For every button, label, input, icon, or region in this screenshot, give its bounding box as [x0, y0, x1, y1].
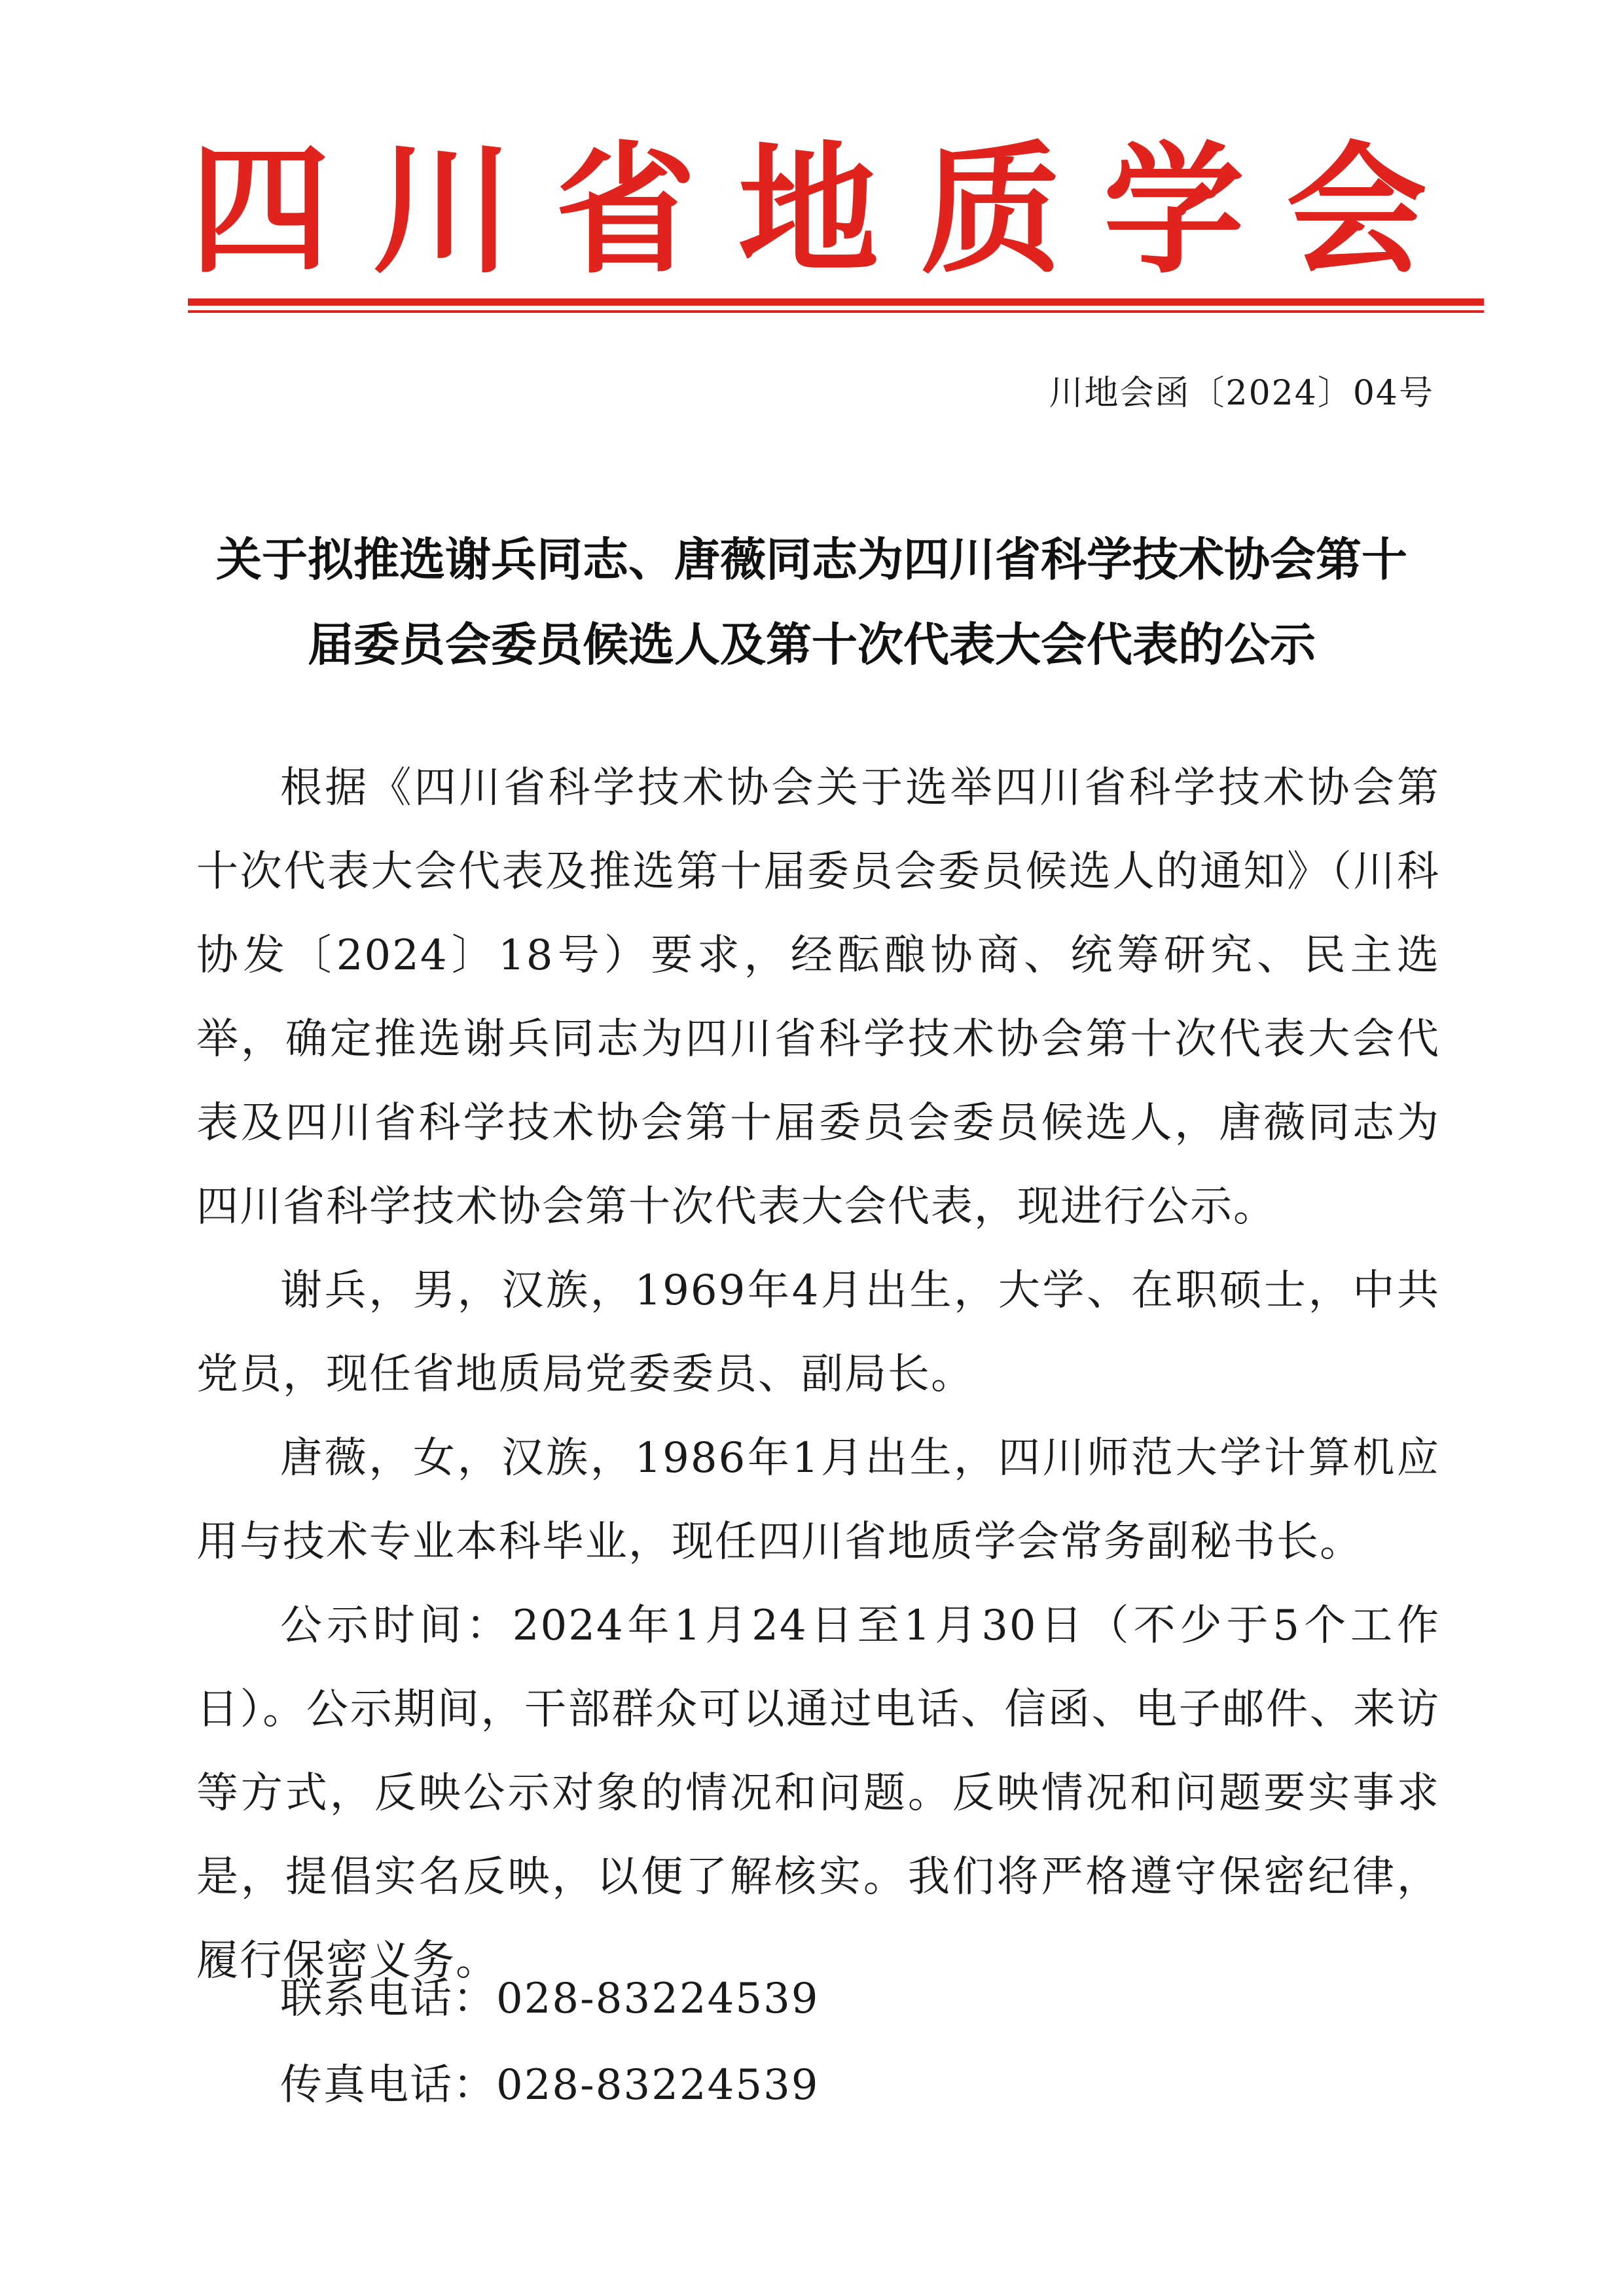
masthead-char: 川	[372, 126, 514, 293]
contact-fax: 传真电话：028-83224539	[280, 2061, 820, 2109]
contact-phone: 联系电话：028-83224539	[280, 1975, 820, 2023]
paragraph-basis: 根据《四川省科学技术协会关于选举四川省科学技术协会第十次代表大会代表及推选第十届委员会委员候选人的通知》（川科协发〔2024〕18号）要求，经酝酿协商、统筹研究、民主选举，确定推选谢兵同志为四川省科学技术协会第十次代表大会代表及四川省科学技术协会第十届委员会委员候选人，唐薇同志为四川省科学技术协会第十次代表大会代表，现进行公示。	[196, 764, 1440, 1231]
document-number: 川地会函〔2024〕04号	[1049, 374, 1434, 413]
red-header-rule-thick	[188, 298, 1484, 306]
paragraph-candidate-tang: 唐薇，女，汉族，1986年1月出生，四川师范大学计算机应用与技术专业本科毕业，现任四川省地质学会常务副秘书长。	[196, 1434, 1440, 1566]
notice-title	[157, 517, 1466, 687]
masthead-char: 会	[1286, 126, 1427, 293]
red-header-rule-thin	[188, 310, 1484, 313]
paragraph-candidate-xie: 谢兵，男，汉族，1969年4月出生，大学、在职硕士，中共党员，现任省地质局党委委员、副局长。	[196, 1266, 1440, 1399]
masthead-char: 质	[920, 126, 1062, 293]
masthead-char: 四	[190, 126, 331, 293]
title-line-2: 届委员会委员候选人及第十次代表大会代表的公示	[308, 618, 1316, 672]
title-line-1: 关于拟推选谢兵同志、唐薇同志为四川省科学技术协会第十	[216, 533, 1407, 586]
masthead-org-name	[190, 126, 1427, 293]
masthead-char: 学	[1103, 126, 1244, 293]
notice-body	[196, 746, 1440, 2003]
paragraph-publicity-period: 公示时间：2024年1月24日至1月30日（不少于5个工作日）。公示期间，干部群众可以通过电话、信函、电子邮件、来访等方式，反映公示对象的情况和问题。反映情况和问题要实事求是，提倡实名反映，以便了解核实。我们将严格遵守保密纪律，履行保密义务。	[196, 1602, 1440, 1985]
masthead-char: 省	[555, 126, 696, 293]
masthead-char: 地	[738, 126, 879, 293]
